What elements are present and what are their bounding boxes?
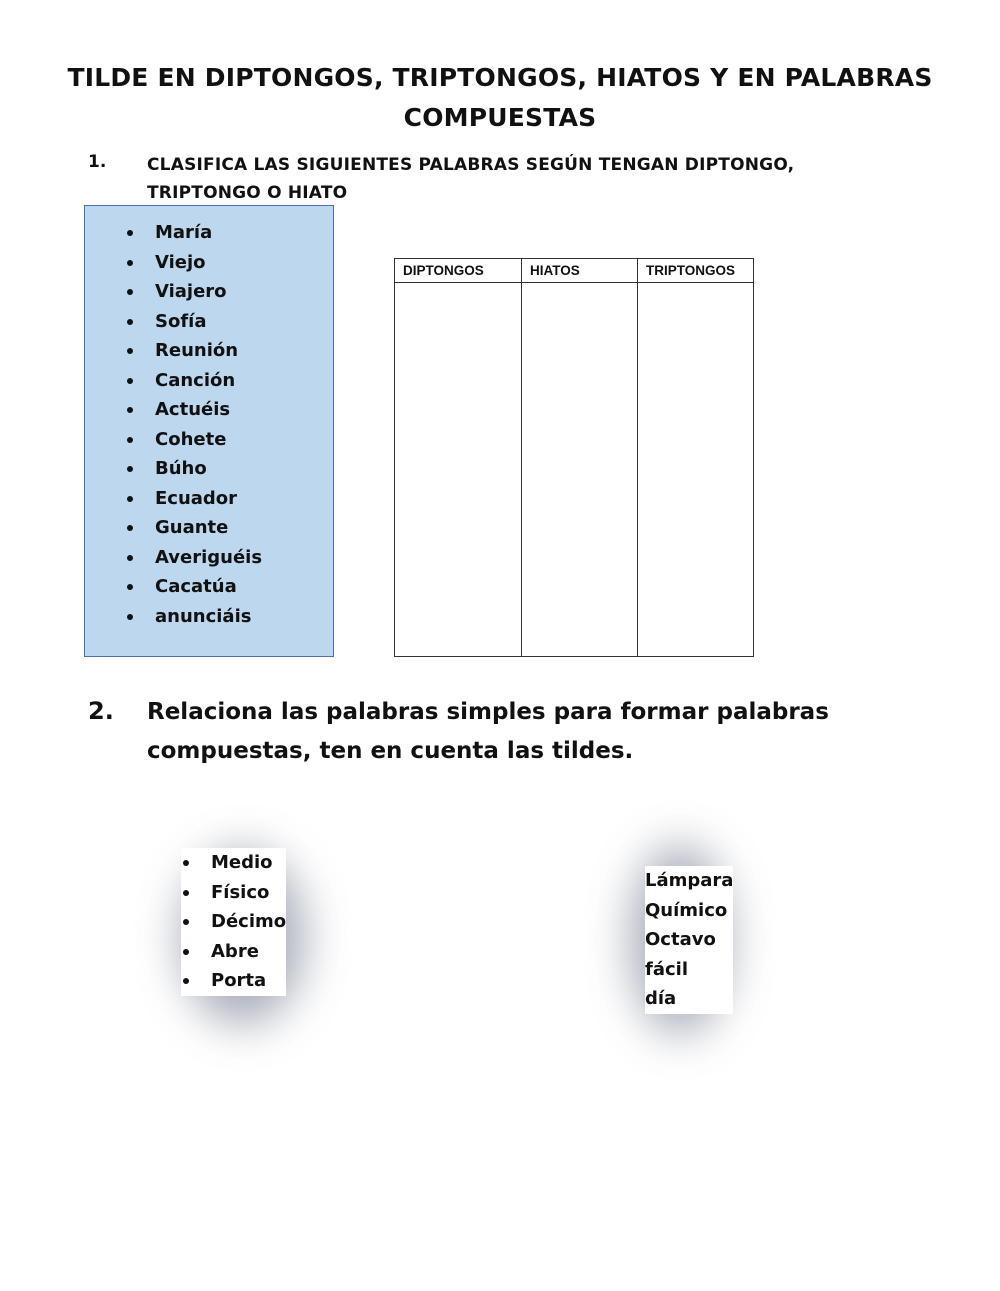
column-header-hiatos: HIATOS (522, 259, 638, 283)
word-item[interactable] (125, 454, 262, 484)
bullet-icon (183, 860, 189, 866)
match-right-item[interactable]: día (645, 988, 677, 1009)
bullet-icon (127, 496, 133, 502)
bullet-icon (127, 466, 133, 472)
exercise-2-instruction: Relaciona las palabras simples para formar palabras compuestas, ten en cuenta las tildes. (147, 699, 829, 764)
worksheet-title: TILDE EN DIPTONGOS, TRIPTONGOS, HIATOS Y EN PALABRAS COMPUESTAS (67, 63, 933, 132)
column-header-diptongos: DIPTONGOS (395, 259, 522, 283)
bullet-icon (183, 949, 189, 955)
match-left-label: Porta (211, 970, 267, 991)
word-label: Reunión (155, 340, 239, 361)
exercise-1-instruction: CLASIFICA LAS SIGUIENTES PALABRAS SEGÚN TENGAN DIPTONGO, TRIPTONGO O HIATO (147, 155, 795, 203)
word-item[interactable] (125, 307, 262, 337)
word-item[interactable] (125, 425, 262, 455)
bullet-icon (183, 919, 189, 925)
bullet-icon (127, 378, 133, 384)
word-item[interactable] (125, 277, 262, 307)
word-item[interactable] (125, 336, 262, 366)
bullet-icon (127, 289, 133, 295)
word-item[interactable] (125, 543, 262, 573)
match-left-label: Medio (211, 852, 273, 873)
word-label: Viejo (155, 251, 206, 273)
word-label: Sofía (155, 310, 207, 332)
match-left-item[interactable] (181, 878, 286, 908)
bullet-icon (127, 230, 133, 236)
word-label: Ecuador (155, 487, 238, 509)
match-left-label: Décimo (211, 911, 287, 932)
word-label: Actuéis (155, 399, 231, 420)
word-label: Búho (155, 458, 207, 479)
bullet-icon (127, 555, 133, 561)
match-left-item[interactable] (181, 966, 286, 996)
word-label: Averiguéis (155, 546, 263, 568)
word-list-box (84, 205, 334, 657)
word-label: Canción (155, 369, 236, 391)
bullet-icon (127, 525, 133, 531)
word-label: Viajero (155, 281, 227, 302)
bullet-icon (127, 407, 133, 413)
bullet-icon (183, 978, 189, 984)
match-right-item[interactable]: Octavo (645, 929, 716, 950)
match-left-item[interactable] (181, 937, 286, 967)
match-right-item[interactable]: fácil (645, 958, 688, 980)
bullet-icon (183, 890, 189, 896)
word-label: María (155, 222, 213, 243)
word-item[interactable] (125, 218, 262, 248)
match-right-item[interactable]: Lámpara (645, 870, 734, 891)
match-left-item[interactable] (181, 907, 286, 937)
right-simple-words (645, 866, 733, 1014)
bullet-icon (127, 260, 133, 266)
word-item[interactable] (125, 602, 262, 632)
match-left-label: Abre (211, 940, 259, 962)
word-item[interactable] (125, 366, 262, 396)
bullet-icon (127, 319, 133, 325)
word-label: Guante (155, 517, 229, 538)
word-item[interactable] (125, 395, 262, 425)
column-header-triptongos: TRIPTONGOS (638, 259, 754, 283)
bullet-icon (127, 348, 133, 354)
left-simple-words (181, 848, 286, 996)
match-left-label: Físico (211, 881, 270, 903)
word-item[interactable] (125, 248, 262, 278)
drop-zone-triptongos[interactable] (638, 283, 754, 657)
bullet-icon (127, 614, 133, 620)
exercise-2-number: 2. (88, 697, 114, 725)
word-item[interactable] (125, 513, 262, 543)
word-label: Cacatúa (155, 576, 237, 597)
word-list (125, 218, 262, 631)
word-label: Cohete (155, 428, 227, 450)
bullet-icon (127, 437, 133, 443)
drop-zone-hiatos[interactable] (522, 283, 638, 657)
bullet-icon (127, 584, 133, 590)
word-item[interactable] (125, 484, 262, 514)
word-item[interactable] (125, 572, 262, 602)
word-label: anunciáis (155, 605, 252, 627)
match-right-item[interactable]: Químico (645, 899, 728, 921)
exercise-1-number: 1. (88, 152, 107, 172)
drop-zone-diptongos[interactable] (395, 283, 522, 657)
classification-table (394, 258, 754, 657)
match-left-item[interactable] (181, 848, 286, 878)
